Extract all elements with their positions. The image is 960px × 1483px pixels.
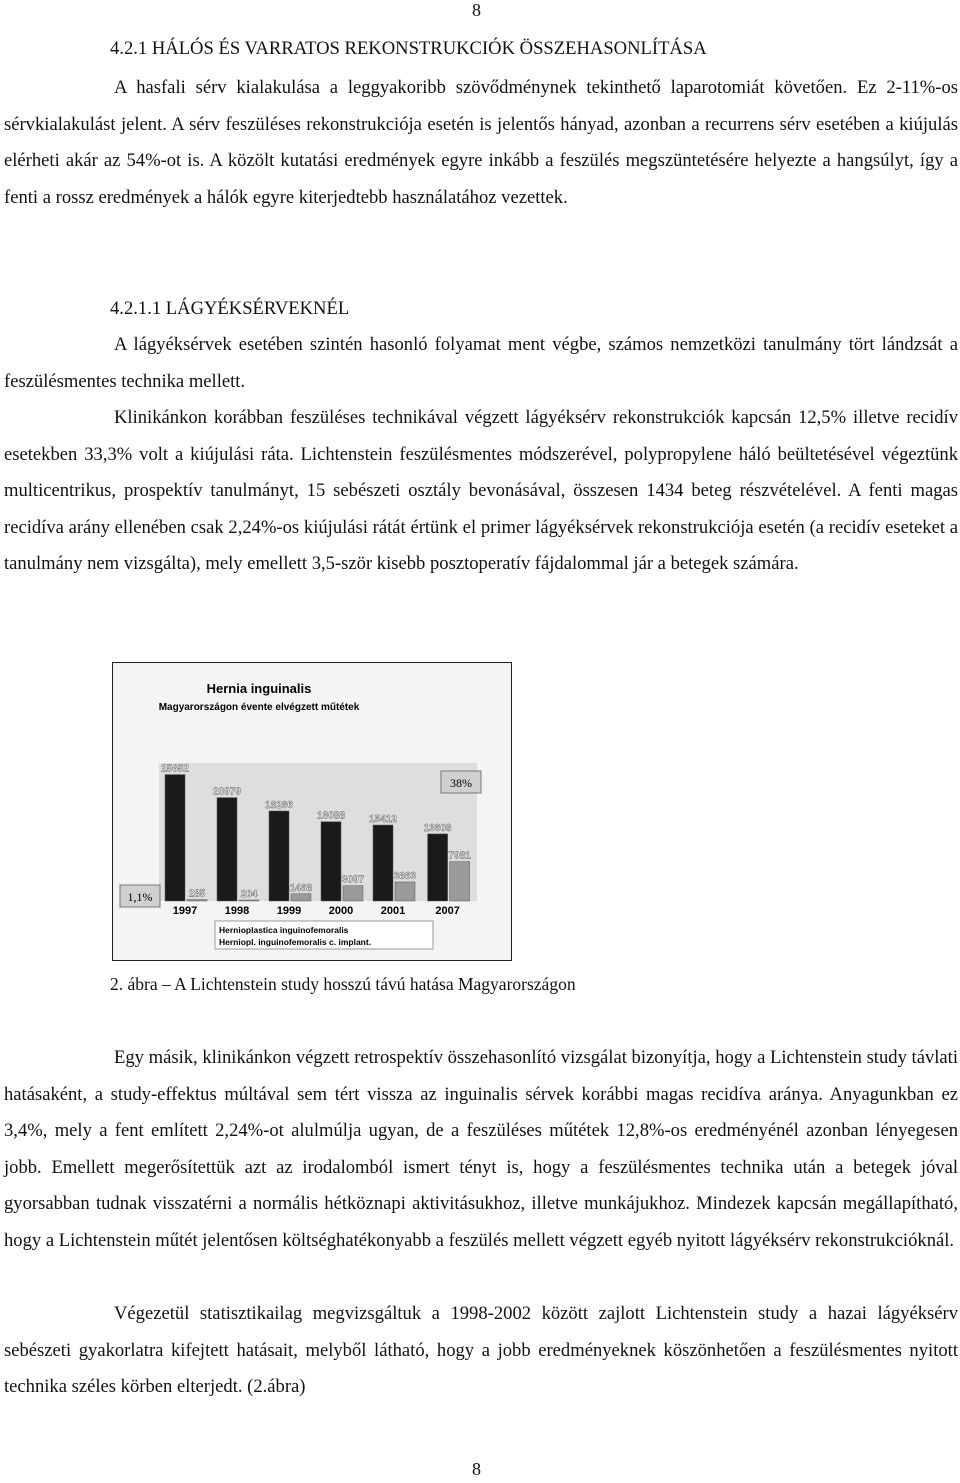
bar-2001-series-1 (373, 825, 393, 901)
bar-2007-series-2 (450, 862, 470, 901)
x-tick-1999: 1999 (276, 905, 302, 917)
figure-hernia-chart (112, 662, 512, 961)
bar-1998-series-1 (217, 798, 237, 901)
bar-1999-series-2 (291, 894, 311, 901)
bar-1998-series-2 (239, 900, 259, 901)
x-tick-2001: 2001 (380, 905, 406, 917)
bar-2000-series-2 (343, 886, 363, 901)
data-label-1998-series-2: 204 (240, 888, 258, 900)
bar-2001-series-2 (395, 882, 415, 901)
bar-1997-series-1 (165, 775, 185, 901)
data-label-2007-series-1: 13608 (423, 822, 452, 834)
data-label-1997-series-2: 285 (188, 888, 206, 900)
figure-caption: 2. ábra – A Lichtenstein study hosszú távú hatása Magyarországon (110, 974, 576, 994)
data-label-2000-series-1: 16088 (317, 810, 345, 822)
x-tick-1998: 1998 (224, 905, 250, 917)
legend-series-1: Hernioplastica inguinofemoralis (219, 925, 349, 935)
bar-2007-series-1 (428, 834, 448, 901)
hernia-bar-chart (113, 663, 511, 960)
data-label-1999-series-1: 18266 (265, 799, 293, 811)
page-number-bottom: 8 (472, 1459, 481, 1479)
data-label-2000-series-2: 3097 (341, 874, 365, 886)
data-label-2001-series-1: 15412 (369, 814, 397, 826)
x-tick-2007: 2007 (435, 905, 460, 917)
paragraph-lagyeksérvek: A lágyéksérvek esetében szintén hasonló folyamat ment végbe, számos nemzetközi tanulmány tört lándzsát a feszülésmentes technika mellett. (4, 334, 958, 392)
paragraph-retrospektiv: Egy másik, klinikánkon végzett retrospektív összehasonlító vizsgálat bizonyítja, hogy a Lichtenstein study távlati hatásaként, a study-effektus múltával sem tért vissza az inguinalis sérvek korábbi magas recidíva aránya. Anyagunkban ez 3,4%, mely a fent említett 2,24%-ot alulmúlja ugyan, de a feszüléses műtétek 12,8%-os eredményénél azonban lényegesen jobb. Emellett megerősítettük azt az irodalomból ismert tényt is, hogy a feszülésmentes technika után a betegek jóval gyorsabban tudnak visszatérni a normális hétköznapi aktivitásukhoz, illetve munkájukhoz. Mindezek kapcsán megállapítható, hogy a Lichtenstein műtét jelentősen költséghatékonyabb a feszülés mellett végzett egyéb nyitott lágyéksérv rekonstrukcióknál. (4, 1047, 958, 1251)
data-label-1998-series-1: 20979 (213, 786, 241, 798)
annotation-right: 38% (450, 776, 472, 790)
bar-1999-series-1 (269, 811, 289, 901)
page-number-top: 8 (472, 0, 481, 20)
bar-2000-series-1 (321, 822, 341, 901)
data-label-2007-series-2: 7981 (448, 850, 471, 862)
chart-subtitle: Magyarországon évente elvégzett műtétek (158, 702, 360, 713)
data-label-1999-series-2: 1468 (289, 882, 313, 894)
section-heading-4-2-1: 4.2.1 HÁLÓS ÉS VARRATOS REKONSTRUKCIÓK ÖSSZEHASONLÍTÁSA (110, 38, 707, 59)
x-tick-1997: 1997 (172, 905, 198, 917)
chart-title: Hernia inguinalis (206, 681, 312, 696)
annotation-left: 1,1% (127, 890, 153, 904)
section-heading-4-2-1-1: 4.2.1.1 LÁGYÉKSÉRVEKNÉL (110, 298, 350, 319)
paragraph-hasfali-serv: A hasfali sérv kialakulása a leggyakoribb szövődménynek tekinthető laparotomiát követően. Ez 2-11%-os sérvkialakulást jelent. A sérv feszüléses rekonstrukciója esetén is jelentős hányad, azonban a recurrens sérv esetében a kiújulás elérheti akár az 54%-ot is. A közölt kutatási eredmények egyre inkább a feszülés megszüntetésére helyezte a hangsúlyt, így a fenti a rossz eredmények a hálók egyre kiterjedtebb használatához vezettek. (4, 77, 958, 208)
bar-1997-series-2 (187, 900, 207, 901)
paragraph-klinikankon: Klinikánkon korábban feszüléses technikával végzett lágyéksérv rekonstrukciók kapcsán 12,5% illetve recidív esetekben 33,3% volt a kiújulási ráta. Lichtenstein feszülésmentes módszerével, polypropylene háló beültetésével végeztünk multicentrikus, prospektív tanulmányt, 15 sebészeti osztály bevonásával, összesen 1434 beteg részvételével. A fenti magas recidíva arány ellenében csak 2,24%-os kiújulási rátát értünk el primer lágyéksérvek rekonstrukciója esetén (a recidív eseteket a tanulmány nem vizsgálta), mely emellett 3,5-ször kisebb posztoperatív fájdalommal jár a betegek számára. (4, 407, 958, 574)
x-tick-2000: 2000 (328, 905, 354, 917)
data-label-2001-series-2: 3863 (393, 870, 417, 882)
data-label-1997-series-1: 25652 (161, 763, 189, 775)
paragraph-vegezetul: Végezetül statisztikailag megvizsgáltuk a 1998-2002 között zajlott Lichtenstein study a hazai lágyéksérv sebészeti gyakorlatra kifejtett hatásait, melyből látható, hogy a jobb eredményeknek köszönhetően a feszülésmentes nyitott technika széles körben elterjedt. (2.ábra) (4, 1303, 958, 1397)
legend-series-2: Herniopl. inguinofemoralis c. implant. (219, 937, 372, 947)
